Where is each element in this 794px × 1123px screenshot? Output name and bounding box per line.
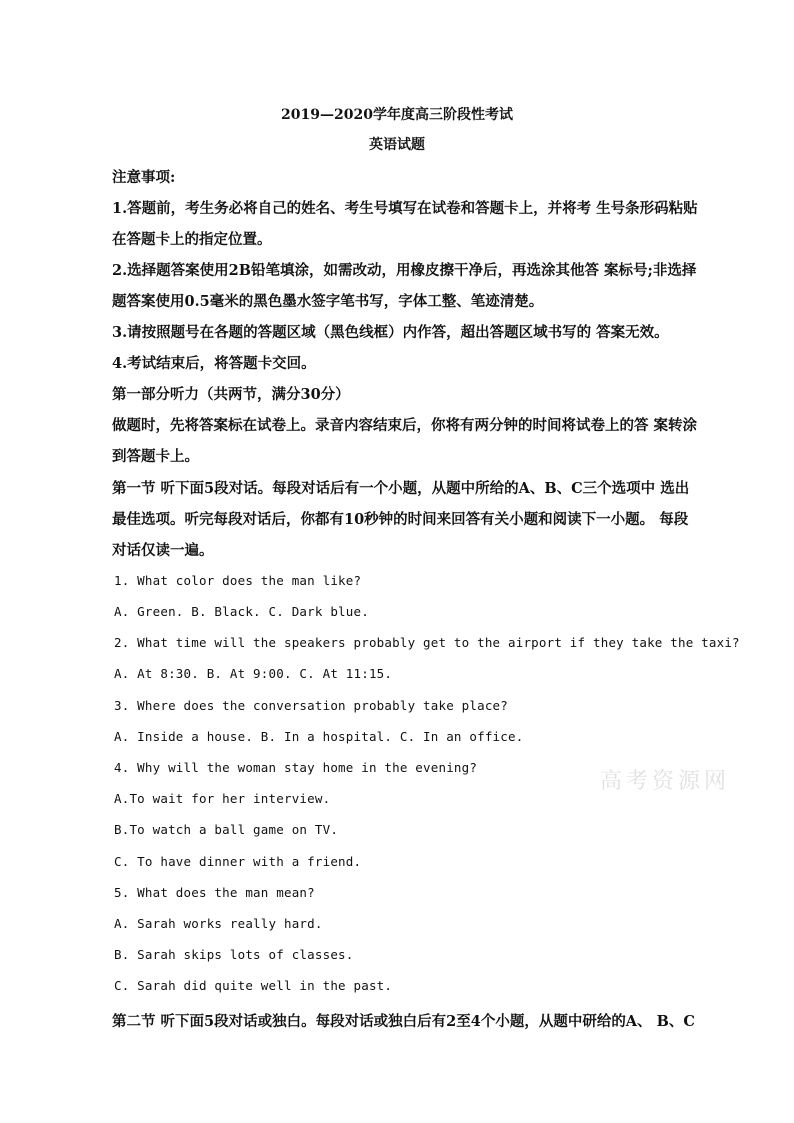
question-1: 1. What color does the man like?	[114, 573, 362, 588]
section1-line-2: 最佳选项。听完每段对话后，你都有10秒钟的时间来回答有关小题和阅读下一小题。 每段	[112, 511, 689, 528]
section2-line-1: 第二节 听下面5段对话或独白。每段对话或独白后有2至4个小题，从题中研给的A、 B、C	[112, 1013, 695, 1030]
question-5-option-b: B. Sarah skips lots of classes.	[114, 947, 354, 962]
question-1-options: A. Green. B. Black. C. Dark blue.	[114, 604, 369, 619]
instruction-1-line-2: 在答题卡上的指定位置。	[112, 231, 272, 248]
instructions-heading: 注意事项:	[112, 169, 176, 186]
question-5-option-a: A. Sarah works really hard.	[114, 916, 323, 931]
instruction-2-line-2: 题答案使用0.5毫米的黑色墨水签字笔书写，字体工整、笔迹清楚。	[112, 293, 544, 310]
section1-line-1: 第一节 听下面5段对话。每段对话后有一个小题，从题中所给的A、B、C三个选项中 选出	[112, 480, 690, 497]
exam-title: 2019—2020学年度高三阶段性考试	[281, 107, 513, 123]
instruction-4: 4.考试结束后，将答题卡交回。	[112, 355, 316, 372]
question-4-option-c: C. To have dinner with a friend.	[114, 854, 362, 869]
question-5-option-c: C. Sarah did quite well in the past.	[114, 978, 393, 993]
part1-heading: 第一部分听力（共两节，满分30分）	[112, 386, 350, 403]
question-2: 2. What time will the speakers probably get to the airport if they take the taxi?	[114, 635, 740, 650]
exam-subject: 英语试题	[369, 137, 425, 153]
part1-note-line-2: 到答题卡上。	[112, 448, 199, 465]
question-3: 3. Where does the conversation probably take place?	[114, 698, 509, 713]
instruction-3: 3.请按照题号在各题的答题区域（黑色线框）内作答，超出答题区域书写的 答案无效。	[112, 324, 669, 341]
section1-line-3: 对话仅读一遍。	[112, 542, 214, 559]
question-4-option-a: A.To wait for her interview.	[114, 791, 331, 806]
question-4-option-b: B.To watch a ball game on TV.	[114, 822, 339, 837]
watermark: 高考资源网	[600, 769, 731, 794]
instruction-1-line-1: 1.答题前，考生务必将自己的姓名、考生号填写在试卷和答题卡上，并将考 生号条形码粘贴	[112, 200, 698, 217]
part1-note-line-1: 做题时，先将答案标在试卷上。录音内容结束后，你将有两分钟的时间将试卷上的答 案转涂	[112, 417, 698, 434]
question-5: 5. What does the man mean?	[114, 885, 315, 900]
instruction-2-line-1: 2.选择题答案使用2B铅笔填涂，如需改动，用橡皮擦干净后，再选涂其他答 案标号;非选择	[112, 262, 697, 279]
question-4: 4. Why will the woman stay home in the evening?	[114, 760, 478, 775]
question-3-options: A. Inside a house. B. In a hospital. C. In an office.	[114, 729, 524, 744]
question-2-options: A. At 8:30. B. At 9:00. C. At 11:15.	[114, 666, 393, 681]
